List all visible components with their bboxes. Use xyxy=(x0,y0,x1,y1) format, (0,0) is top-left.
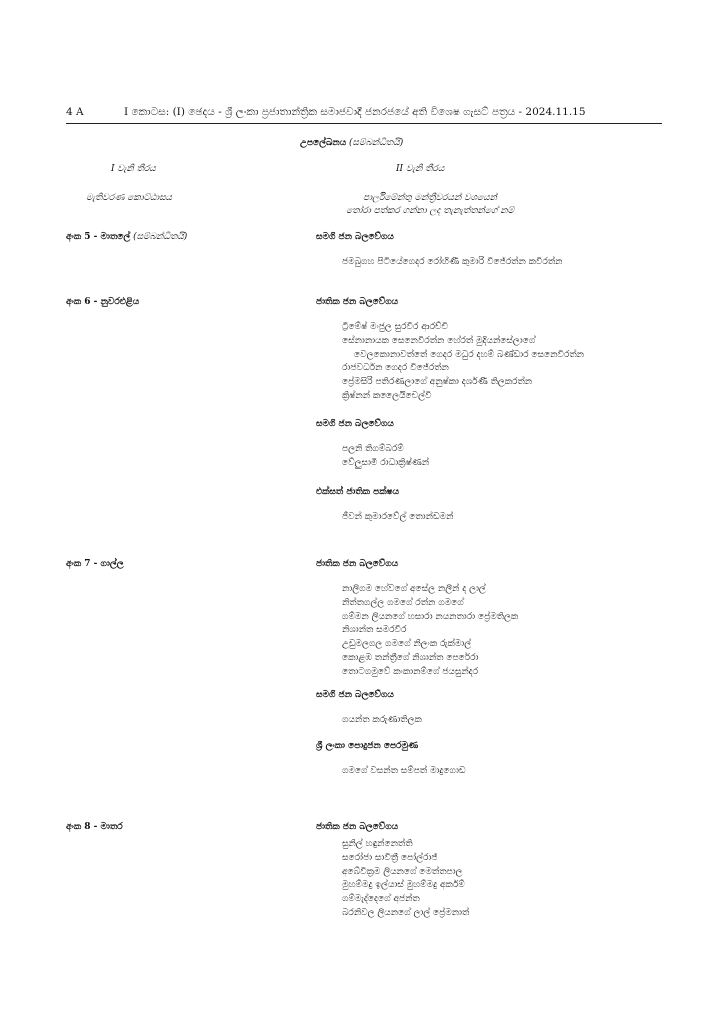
member-name: සුනිල් හඳුන්නෙත්ති xyxy=(342,839,413,849)
party-name: සමගි ජන බලවේගය xyxy=(316,419,394,429)
party-name: ශ්‍රී ලංකා පොදුජන පෙරමුණ xyxy=(316,741,419,751)
member-name: ට්‍රිමේෂ් මංජුල සුරවීර ආරච්චි xyxy=(342,322,448,332)
party-name: ජාතික ජන බලවේගය xyxy=(316,559,399,569)
member-name: උඩුමලගල ගමගේ නිලංක රුක්මාල් xyxy=(342,639,472,650)
member-name: සරෝජා සාවිත්‍රී පෝල්රාජ් xyxy=(342,852,438,863)
schedule-title: උපලේඛනය xyxy=(300,138,347,148)
member-name: පලනි තිගම්බරම් xyxy=(342,444,404,454)
member-name: අබේවික්‍රම ලියනගේ මෙත්තපාල xyxy=(342,866,463,877)
member-name: ජීවන් කුමාරවේල් තොන්ඩමන් xyxy=(342,512,454,522)
member-name: ක්‍රිෂ්නන් කලෛයිචෙල්වි xyxy=(342,390,432,401)
member-name: ගම්මැද්දෙගේ අජන්ත xyxy=(342,894,420,905)
page-number: 4 A xyxy=(66,106,84,118)
member-name: රාජවර්ධන ගෙදර විජේරත්න xyxy=(342,363,449,374)
district-label xyxy=(66,231,187,243)
column-1-heading: I වැනි තීරය xyxy=(111,164,156,174)
party-name: සමගි ජන බලවේගය xyxy=(316,690,394,700)
column-2-heading: II වැනි තීරය xyxy=(396,164,445,174)
district-name: අංක 7 - ගාල්ල xyxy=(66,559,124,569)
column-2-subheading-line2: තෝරා පත්කර ගන්නා ලද තැනැත්තන්ගේ නම් xyxy=(345,206,515,216)
member-name: බරනිවල ලියනගේ ලාල් ප්‍රේමනාත් xyxy=(342,907,470,918)
column-1-subheading: මැතිවරණ කොට්ඨාසය xyxy=(86,193,173,203)
column-2-subheading-line1: පාර්ලිමේන්තු මන්ත්‍රීවරයන් වශයෙන් xyxy=(363,193,497,203)
district-name: අංක 5 - මාතලේ xyxy=(66,232,131,242)
member-name: ගම්මන ලියනගේ හසාරා නයනතාරා ප්‍රේමතිලක xyxy=(342,611,519,622)
member-name: වේලුසාමි රාධාක්‍රිෂ්ණන් xyxy=(342,457,430,468)
member-name: නාලිගම හේවගේ අසේල නලීන් ද ලාල් xyxy=(342,584,486,594)
page-header xyxy=(66,106,662,122)
party-name: ජාතික ජන බලවේගය xyxy=(316,297,399,307)
member-list xyxy=(342,838,469,921)
member-name: මුහම්මදු ඉල්යාස් මුහම්මදු අර්කම් xyxy=(342,880,465,891)
district-name: අංක 6 - නුවරඑළිය xyxy=(66,297,140,307)
member-list xyxy=(342,256,562,270)
running-title: I කොටස: (I) ඡෙදය - ශ්‍රී ලංකා ප්‍රජාතාන්ත්‍රික සමාජවාදී ජනරජයේ අති විශෙෂ ගැසට් පත්‍රය - 2024.11.15 xyxy=(124,106,586,118)
header-rule xyxy=(66,123,662,124)
district-name: අංක 8 - මාතර xyxy=(66,822,123,832)
schedule-title-line xyxy=(300,137,403,149)
member-list xyxy=(342,765,466,779)
member-list xyxy=(342,714,422,728)
member-name: කොළඹ තන්ත්‍රීගේ නිශාන්ත පෙරේරා xyxy=(342,652,479,663)
member-list xyxy=(342,511,453,525)
member-name: නිශාන්ත සමරවීර xyxy=(342,625,407,636)
member-list xyxy=(342,583,518,680)
party-name: එක්සත් ජාතික පක්ෂය xyxy=(316,487,400,497)
member-list xyxy=(342,443,429,471)
party-name: සමගි ජන බලවේගය xyxy=(316,232,394,242)
district-suffix: (සම්බන්ධිතයි) xyxy=(133,232,188,242)
member-list xyxy=(342,321,584,404)
member-name: වෙලකොනාවත්තේ ගෙදර මධුර දහම් බණ්ඩාර සෙනෙවිරත්න xyxy=(354,349,584,360)
member-name: ප්‍රේමසිරි පතිරණලාගේ අනුෂ්කා දර්ශණී තිලකරත්න xyxy=(342,377,533,388)
member-name: නිත්තගල්ල ගමගේ රත්න ගමගේ xyxy=(342,597,464,608)
member-name: ගමගේ වසන්ත සම්පත් මාදුගොඩ xyxy=(342,766,466,776)
schedule-title-suffix: (සම්බන්ධිතයි) xyxy=(349,138,404,148)
member-name: ගයන්ත කරුණාතිලක xyxy=(342,715,422,725)
member-name: තොටගමුවේ කංකානම්ගේ ජයසුන්දර xyxy=(342,666,479,677)
party-name: ජාතික ජන බලවේගය xyxy=(316,822,399,832)
member-name: ජමබුගහ පිටියේගෙදර රෝහිණී කුමාරි විජේරත්න කවිරත්න xyxy=(342,257,563,267)
member-name: සේනානායක සෙනෙවිරත්න හේරත් මුදියන්සේලාගේ xyxy=(342,335,536,346)
